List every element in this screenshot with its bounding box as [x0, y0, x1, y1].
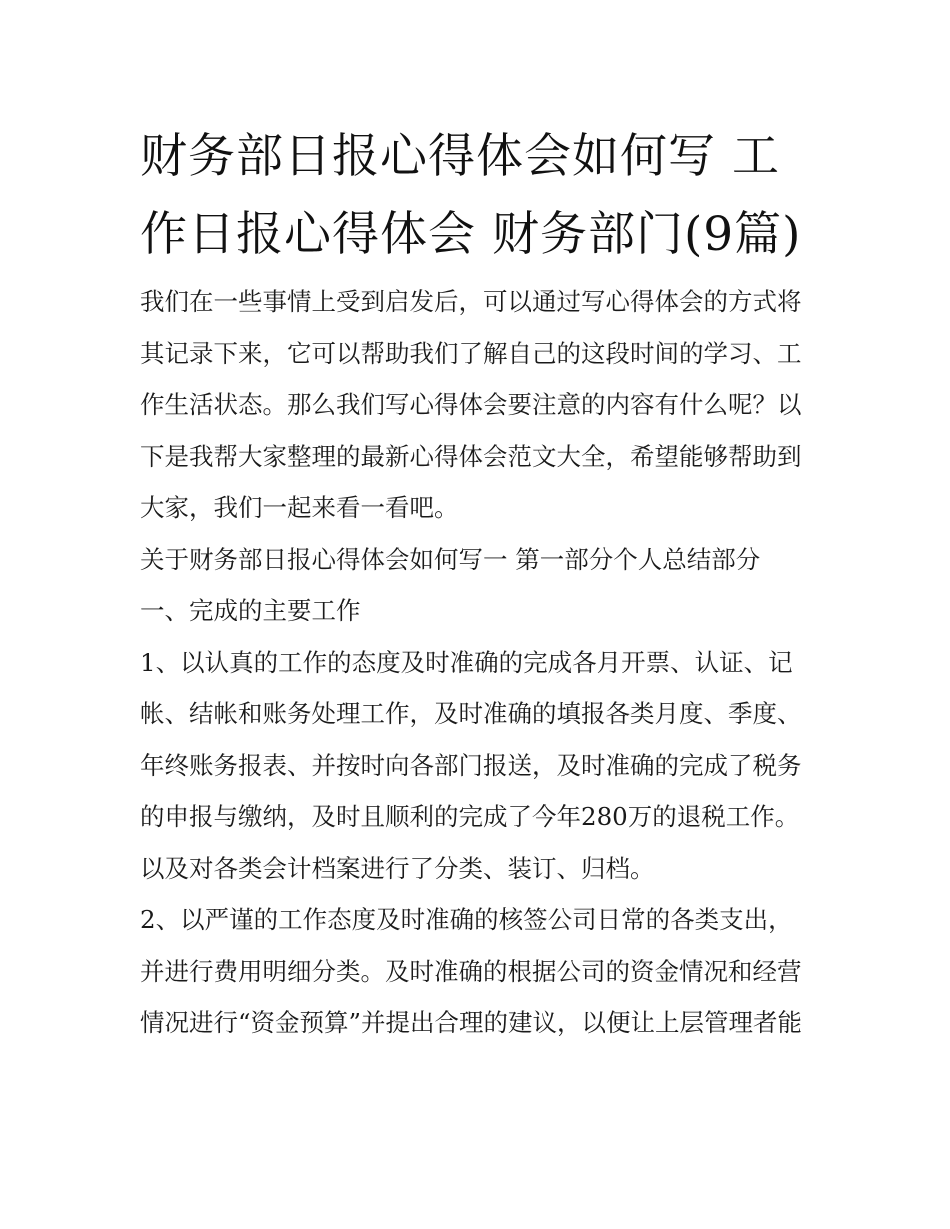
- document-content: [140, 118, 812, 1049]
- document-title: 财务部日报心得体会如何写 工作日报心得体会 财务部门(9篇): [140, 129, 802, 262]
- intro-paragraph: 我们在一些事情上受到启发后，可以通过写心得体会的方式将其记录下来，它可以帮助我们了解自己的这段时间的学习、工作生活状态。那么我们写心得体会要注意的内容有什么呢？以下是我帮大家整理的最新心得体会范文大全，希望能够帮助到大家，我们一起来看一看吧。: [140, 287, 802, 522]
- list-item-1: 1、以认真的工作的态度及时准确的完成各月开票、认证、记帐、结帐和账务处理工作，及时准确的填报各类月度、季度、年终账务报表、并按时向各部门报送，及时准确的完成了税务的申报与缴纳，及时且顺利的完成了今年280万的退税工作。以及对各类会计档案进行了分类、装订、归档。: [140, 647, 802, 883]
- list-item-2: 2、以严谨的工作态度及时准确的核签公司日常的各类支出，并进行费用明细分类。及时准确的根据公司的资金情况和经营情况进行“资金预算”并提出合理的建议，以便让上层管理者能: [140, 905, 803, 1037]
- document-body: [140, 276, 812, 1049]
- section-heading: 关于财务部日报心得体会如何写一 第一部分个人总结部分: [140, 544, 761, 574]
- subsection-heading: 一、完成的主要工作: [140, 596, 361, 625]
